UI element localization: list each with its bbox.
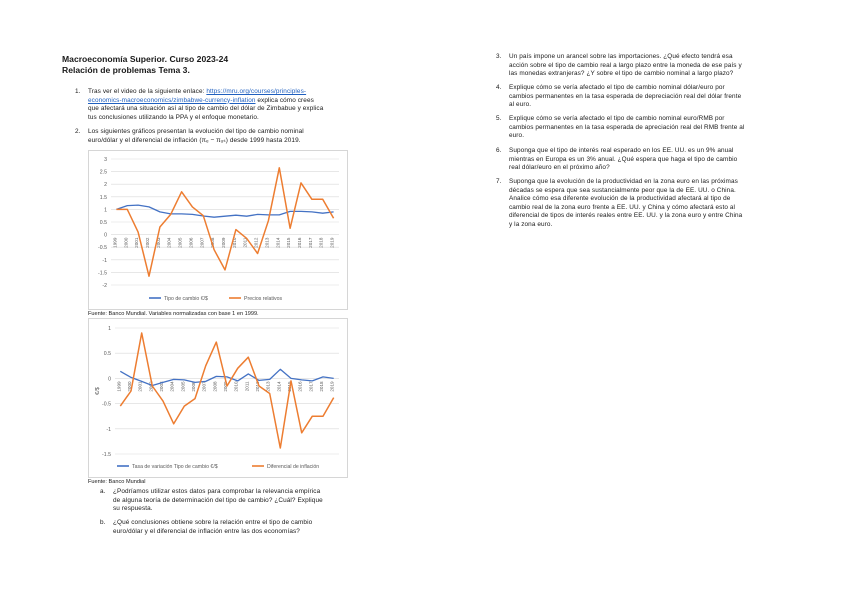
x-tick-label: 2012 xyxy=(255,381,260,392)
x-tick-label: 2014 xyxy=(275,237,281,248)
y-tick-label: 1.5 xyxy=(99,194,107,201)
question-text: su respuesta. xyxy=(113,505,153,513)
y-tick-label: 0.5 xyxy=(99,220,107,226)
chart-exchange-rate-relative-prices xyxy=(88,150,348,310)
question-6 xyxy=(496,147,784,173)
video-link-continued[interactable]: economics-macroeconomics/zimbabwe-currency-inflation xyxy=(88,96,256,104)
chart-2-source: Fuente: Banco Mundial xyxy=(88,479,146,485)
y-tick-label: 3 xyxy=(104,157,107,163)
chart-1-svg xyxy=(89,151,347,309)
question-text: cambios permanentes en la tasa esperada de apreciación real del RMB frente al xyxy=(509,123,745,131)
x-tick-label: 2014 xyxy=(276,381,282,392)
question-text: acción sobre el tipo de cambio real a largo plazo entre la moneda de ese país y xyxy=(509,61,742,69)
question-text: Suponga que la evolución de la productividad en la zona euro en las próximas xyxy=(509,178,738,185)
y-tick-label: -2 xyxy=(102,283,107,289)
question-text: euro/dólar y el diferencial de inflación entre las dos economías? xyxy=(113,527,300,535)
question-text: explica cómo crees xyxy=(255,96,314,104)
y-tick-label: -0.5 xyxy=(98,245,107,252)
x-tick-label: 2008 xyxy=(212,381,218,392)
question-2b xyxy=(100,519,373,536)
y-tick-label: 1 xyxy=(104,207,107,214)
x-tick-label: 2012 xyxy=(253,237,259,248)
question-text: décadas se espera que sea sustancialmente peor que la de EE. UU. o China. xyxy=(509,186,736,194)
x-tick-label: 2016 xyxy=(297,381,303,392)
x-tick-label: 2008 xyxy=(210,237,216,248)
x-tick-label: 2010 xyxy=(233,381,239,392)
y-tick-label: 0 xyxy=(104,232,107,239)
x-tick-label: 2006 xyxy=(191,381,196,392)
question-text: cambios permanentes en la tasa esperada de depreciación real del dólar frente xyxy=(509,92,742,100)
question-text: Los siguientes gráficos presentan la evolución del tipo de cambio nominal xyxy=(88,128,304,135)
x-tick-label: 2011 xyxy=(242,237,248,248)
question-text: Explique cómo se vería afectado el tipo de cambio nominal euro/RMB por xyxy=(509,115,725,122)
x-tick-label: 2010 xyxy=(231,237,237,248)
x-tick-label: 2015 xyxy=(286,237,292,248)
x-tick-label: 2000 xyxy=(123,237,129,248)
chart-1-source: Fuente: Banco Mundial. Variables normalizadas con base 1 en 1999. xyxy=(88,311,259,317)
x-tick-label: 2000 xyxy=(127,381,132,392)
x-tick-label: 1999 xyxy=(116,381,122,392)
x-tick-label: 2013 xyxy=(265,381,271,392)
x-tick-label: 2001 xyxy=(134,237,140,248)
y-tick-label: -1.5 xyxy=(102,452,111,458)
chart-exchange-variation-inflation-diff xyxy=(88,318,348,478)
x-tick-label: 2002 xyxy=(148,381,154,392)
question-text: Explique cómo se vería afectado el tipo de cambio nominal dólar/euro por xyxy=(509,84,725,91)
question-5 xyxy=(496,115,784,141)
question-letter: b. xyxy=(100,519,106,526)
question-number: 4. xyxy=(496,84,502,91)
question-2 xyxy=(75,128,378,145)
question-number: 2. xyxy=(75,128,81,135)
y-tick-label: 1 xyxy=(108,326,111,332)
question-text: ¿Qué conclusiones obtiene sobre la relación entre el tipo de cambio xyxy=(113,519,313,526)
question-text: de alguna teoría de determinación del tipo de cambio? ¿Cuál? Explique xyxy=(113,496,323,504)
x-tick-label: 2005 xyxy=(180,381,186,392)
question-text: real dólar/euro en el próximo año? xyxy=(509,164,610,172)
question-text: y la zona euro. xyxy=(509,220,553,228)
x-tick-label: 2007 xyxy=(201,381,207,392)
question-text: las monedas extranjeras? ¿Y sobre el tipo de cambio nominal a largo plazo? xyxy=(509,70,734,78)
question-text: que afectará una situación así al tipo de cambio del dólar de Zimbabue y explica xyxy=(88,105,324,113)
x-tick-label: 2009 xyxy=(221,237,226,248)
question-2a xyxy=(100,488,373,514)
x-tick-label: 2013 xyxy=(264,237,270,248)
question-number: 7. xyxy=(496,178,502,185)
question-text: cambio real de la zona euro frente a EE. UU. y China y cómo afectará esto al xyxy=(509,203,736,211)
y-tick-label: -1 xyxy=(106,426,111,433)
x-tick-label: 2003 xyxy=(155,237,161,248)
x-tick-label: 2004 xyxy=(169,381,175,392)
legend-label: Tipo de cambio €/$ xyxy=(164,296,208,302)
y-tick-label: 0 xyxy=(108,376,111,383)
question-4 xyxy=(496,84,784,110)
y-tick-label: 2.5 xyxy=(99,169,107,176)
document-title xyxy=(62,54,228,75)
question-text: euro/dólar y el diferencial de inflación (πₑ − πᵤₛ) desde 1999 hasta 2019. xyxy=(88,136,301,144)
legend-label: Tasa de variación Tipo de cambio €/$ xyxy=(132,464,218,470)
title-line-1: Macroeconomía Superior. Curso 2023-24 xyxy=(62,54,229,64)
x-tick-label: 2016 xyxy=(297,237,302,248)
question-text: ¿Podríamos utilizar estos datos para comprobar la relevancia empírica xyxy=(113,488,321,495)
question-1 xyxy=(75,88,378,122)
question-3 xyxy=(496,53,784,79)
x-tick-label: 1999 xyxy=(112,237,118,248)
chart-2-svg xyxy=(89,319,347,477)
question-number: 1. xyxy=(75,88,81,95)
y-axis-label: €/$ xyxy=(95,387,101,395)
x-tick-label: 2006 xyxy=(188,237,194,248)
question-text: Tras ver el video de la siguiente enlace: xyxy=(88,88,207,95)
x-tick-label: 2002 xyxy=(145,237,150,248)
x-tick-label: 2017 xyxy=(307,237,313,248)
y-tick-label: -1.5 xyxy=(98,270,107,277)
x-tick-label: 2018 xyxy=(318,237,324,248)
x-tick-label: 2004 xyxy=(166,237,172,248)
question-number: 5. xyxy=(496,115,502,122)
question-text: diferencial de tipos de interés reales entre EE. UU. y la zona euro y entre China xyxy=(509,212,743,220)
y-tick-label: 2 xyxy=(104,182,107,189)
question-text: Un país impone un arancel sobre las importaciones. ¿Qué efecto tendrá esa xyxy=(509,53,733,60)
question-text: euro. xyxy=(509,132,525,140)
x-tick-label: 2007 xyxy=(199,237,205,248)
x-tick-label: 2001 xyxy=(137,381,143,392)
question-text: tus conclusiones utilizando la PPA y el enfoque monetario. xyxy=(88,113,259,121)
y-tick-label: -1 xyxy=(102,257,107,264)
x-tick-label: 2019 xyxy=(329,237,335,248)
x-tick-label: 2003 xyxy=(159,381,164,392)
question-7 xyxy=(496,178,784,230)
x-tick-label: 2011 xyxy=(244,381,250,392)
legend-label: Diferencial de inflación xyxy=(267,464,320,470)
question-number: 6. xyxy=(496,147,502,154)
y-tick-label: -0.5 xyxy=(102,401,111,408)
question-text: mientras en Europa es un 3% anual. ¿Qué espera que haga el tipo de cambio xyxy=(509,155,738,163)
x-tick-label: 2019 xyxy=(329,381,335,392)
question-number: 3. xyxy=(496,53,502,60)
x-tick-label: 2017 xyxy=(308,381,314,392)
legend-label: Precios relativos xyxy=(244,296,283,302)
video-link[interactable]: https://mru.org/courses/principles- xyxy=(206,88,307,95)
question-text: Suponga que el tipo de interés real esperado en los EE. UU. es un 9% anual xyxy=(509,147,734,154)
series-line xyxy=(116,205,333,217)
y-tick-label: 0.5 xyxy=(103,351,111,358)
x-tick-label: 2005 xyxy=(177,237,183,248)
x-tick-label: 2009 xyxy=(223,381,228,392)
title-line-2: Relación de problemas Tema 3. xyxy=(62,64,190,75)
question-text: al euro. xyxy=(509,101,532,109)
x-tick-label: 2015 xyxy=(287,381,292,392)
question-letter: a. xyxy=(100,488,106,495)
question-text: Analice cómo esa diferente evolución de la productividad afectará al tipo de xyxy=(509,195,731,203)
x-tick-label: 2018 xyxy=(319,381,324,392)
